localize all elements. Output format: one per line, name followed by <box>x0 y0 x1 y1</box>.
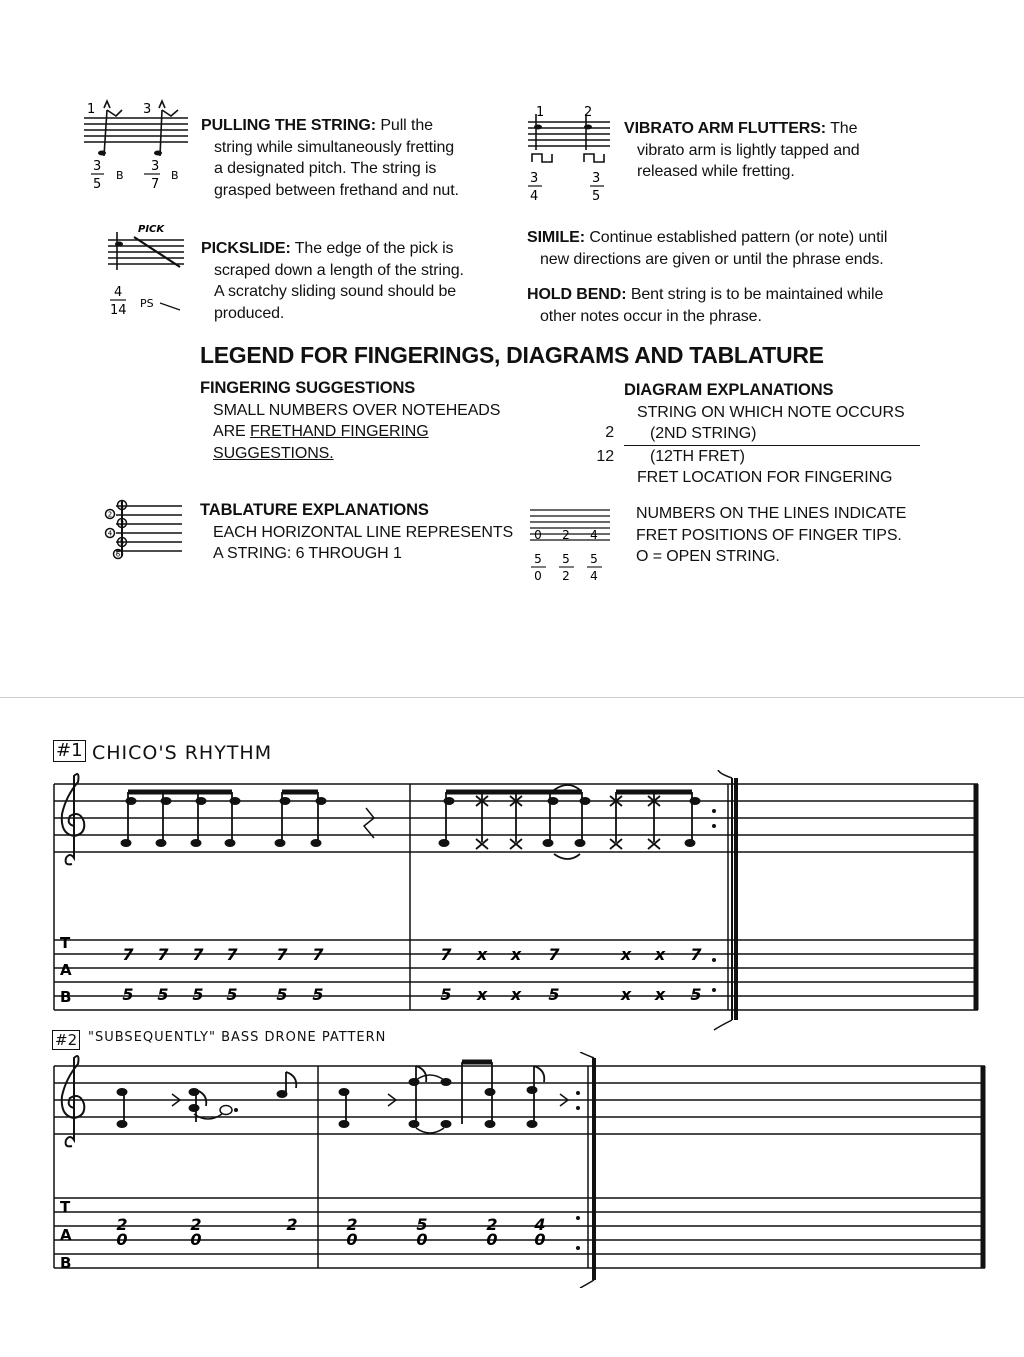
svg-text:1: 1 <box>536 105 545 120</box>
svg-text:T: T <box>60 934 71 952</box>
svg-text:7: 7 <box>151 177 160 192</box>
svg-text:B: B <box>60 1254 72 1272</box>
svg-text:14: 14 <box>110 303 127 318</box>
svg-text:7: 7 <box>192 945 204 964</box>
svg-text:4: 4 <box>530 189 539 204</box>
svg-text:7: 7 <box>548 945 560 964</box>
svg-text:4: 4 <box>534 1215 546 1234</box>
svg-text:0: 0 <box>534 569 542 583</box>
svg-text:5: 5 <box>562 552 570 566</box>
svg-text:PS: PS <box>140 297 154 310</box>
svg-text:x: x <box>620 985 632 1004</box>
svg-text:0: 0 <box>486 1230 498 1249</box>
svg-text:7: 7 <box>690 945 702 964</box>
svg-text:3: 3 <box>119 519 125 528</box>
pulling-text: PULLING THE STRING: Pull the string while simultaneously fretting a designated pitch. The string is grasped between frethand and nut. <box>201 117 459 199</box>
exercise1-score <box>50 770 982 1032</box>
svg-text:4: 4 <box>590 528 598 542</box>
vibrato-text: VIBRATO ARM FLUTTERS: The vibrato arm is lightly tapped and released while fretting. <box>624 120 860 180</box>
pull-finger-2: 3 <box>143 102 152 117</box>
svg-text:4: 4 <box>114 285 123 300</box>
svg-text:A: A <box>60 961 72 979</box>
svg-text:5: 5 <box>93 177 102 192</box>
vibrato-diagram <box>524 100 614 205</box>
svg-text:5: 5 <box>226 985 238 1004</box>
svg-text:5: 5 <box>119 538 125 547</box>
svg-text:0: 0 <box>416 1230 428 1249</box>
svg-text:2: 2 <box>486 1215 498 1234</box>
svg-text:2: 2 <box>346 1215 358 1234</box>
svg-text:PICK: PICK <box>138 224 165 235</box>
svg-text:3: 3 <box>592 171 601 186</box>
svg-text:2: 2 <box>562 569 570 583</box>
exercise2-score <box>50 1052 990 1288</box>
strings-diagram <box>100 496 190 564</box>
svg-text:5: 5 <box>192 985 204 1004</box>
svg-text:1: 1 <box>119 501 125 510</box>
svg-text:2: 2 <box>286 1215 298 1234</box>
pickslide-diagram <box>104 220 196 320</box>
exercise1-title: CHICO'S RHYTHM <box>92 742 273 764</box>
svg-text:x: x <box>654 985 666 1004</box>
svg-text:5: 5 <box>690 985 702 1004</box>
svg-text:3: 3 <box>151 159 160 174</box>
svg-text:5: 5 <box>416 1215 428 1234</box>
pull-finger-1: 1 <box>87 102 96 117</box>
svg-text:3: 3 <box>93 159 102 174</box>
svg-text:0: 0 <box>534 528 542 542</box>
diagram-explanations: DIAGRAM EXPLANATIONS STRING ON WHICH NOTE OCCURS (2ND STRING) (12TH FRET) FRET LOCATION FOR FINGERING <box>624 380 954 489</box>
svg-text:7: 7 <box>440 945 452 964</box>
svg-text:B: B <box>116 169 124 182</box>
svg-text:A: A <box>60 1226 72 1244</box>
svg-text:4: 4 <box>590 569 598 583</box>
svg-text:2: 2 <box>190 1215 202 1234</box>
svg-text:7: 7 <box>226 945 238 964</box>
exercise2-number: #2 <box>52 1030 80 1050</box>
pickslide-text: PICKSLIDE: The edge of the pick is scraped down a length of the string. A scratchy sliding sound should be produced. <box>201 240 464 322</box>
fingering-suggestions: FINGERING SUGGESTIONS SMALL NUMBERS OVER NOTEHEADS ARE FRETHAND FINGERING SUGGESTIONS. <box>200 379 501 462</box>
svg-text:x: x <box>476 945 488 964</box>
exercise2-title: "SUBSEQUENTLY" BASS DRONE PATTERN <box>88 1030 387 1045</box>
tablature-explanations: TABLATURE EXPLANATIONS EACH HORIZONTAL LINE REPRESENTS A STRING: 6 THROUGH 1 <box>200 501 514 562</box>
svg-text:x: x <box>510 945 522 964</box>
svg-text:2: 2 <box>107 510 113 519</box>
svg-text:B: B <box>60 988 72 1006</box>
svg-text:x: x <box>620 945 632 964</box>
svg-text:0: 0 <box>534 1230 546 1249</box>
holdbend-text: HOLD BEND: Bent string is to be maintained while other notes occur in the phrase. <box>527 286 884 325</box>
svg-text:5: 5 <box>276 985 288 1004</box>
svg-text:5: 5 <box>590 552 598 566</box>
svg-text:5: 5 <box>548 985 560 1004</box>
svg-text:2: 2 <box>584 105 593 120</box>
svg-text:4: 4 <box>107 529 113 538</box>
svg-text:3: 3 <box>530 171 539 186</box>
svg-text:x: x <box>510 985 522 1004</box>
svg-text:7: 7 <box>157 945 169 964</box>
fret-tips-diagram <box>526 500 616 588</box>
svg-text:5: 5 <box>534 552 542 566</box>
svg-text:0: 0 <box>190 1230 202 1249</box>
fret-positions-text: NUMBERS ON THE LINES INDICATE FRET POSITIONS OF FINGER TIPS. O = OPEN STRING. <box>636 505 907 565</box>
svg-text:5: 5 <box>157 985 169 1004</box>
svg-text:2: 2 <box>562 528 570 542</box>
diagram-fraction: 2 12 <box>596 424 614 465</box>
svg-text:5: 5 <box>122 985 134 1004</box>
svg-text:x: x <box>476 985 488 1004</box>
page-separator <box>0 697 1024 698</box>
svg-text:7: 7 <box>122 945 134 964</box>
svg-text:0: 0 <box>346 1230 358 1249</box>
svg-text:2: 2 <box>116 1215 128 1234</box>
svg-text:5: 5 <box>312 985 324 1004</box>
exercise1-number: #1 <box>53 740 86 762</box>
simile-text: SIMILE: Continue established pattern (or note) until new directions are given or until the phrase ends. <box>527 229 888 268</box>
svg-text:5: 5 <box>440 985 452 1004</box>
svg-text:5: 5 <box>592 189 601 204</box>
svg-text:x: x <box>654 945 666 964</box>
svg-text:T: T <box>60 1198 71 1216</box>
svg-text:6: 6 <box>115 550 121 559</box>
pulling-diagram <box>80 96 195 196</box>
svg-text:7: 7 <box>312 945 324 964</box>
legend-title: LEGEND FOR FINGERINGS, DIAGRAMS AND TABLATURE <box>200 342 824 368</box>
svg-text:0: 0 <box>116 1230 128 1249</box>
svg-text:7: 7 <box>276 945 288 964</box>
svg-text:B: B <box>171 169 179 182</box>
